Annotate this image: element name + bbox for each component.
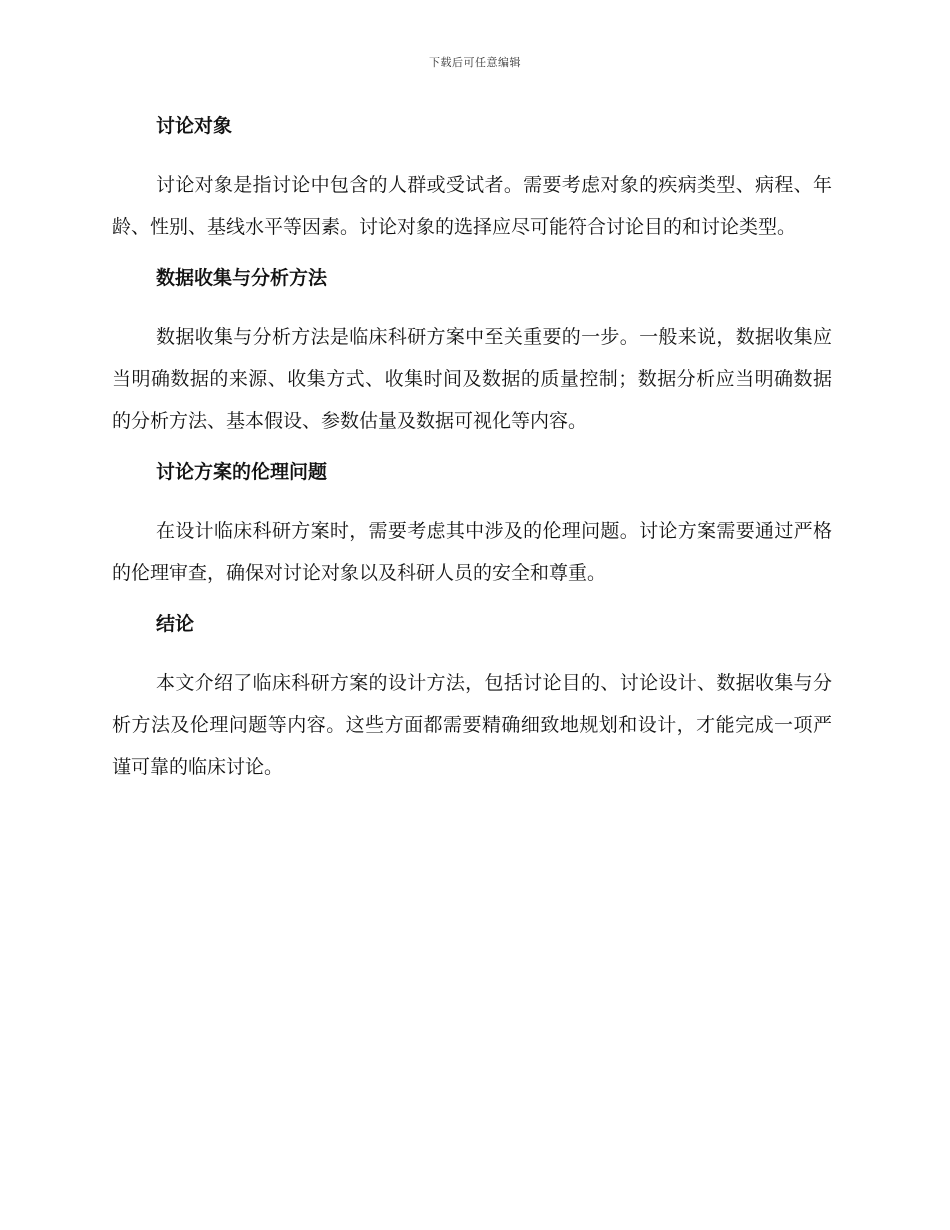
- section-paragraph-data-methods: 数据收集与分析方法是临床科研方案中至关重要的一步。一般来说，数据收集应当明确数据的来源、收集方式、收集时间及数据的质量控制；数据分析应当明确数据的分析方法、基本假设、参数估量及数据可视化等内容。: [112, 326, 832, 432]
- page-header: 下载后可任意编辑: [429, 56, 521, 69]
- section-heading-conclusion: 结论: [156, 613, 195, 635]
- document-body: [112, 108, 832, 800]
- section-paragraph-ethics: 在设计临床科研方案时，需要考虑其中涉及的伦理问题。讨论方案需要通过严格的伦理审查，确保对讨论对象以及科研人员的安全和尊重。: [112, 520, 832, 584]
- section-heading-ethics: 讨论方案的伦理问题: [156, 461, 328, 483]
- section-heading-data-methods: 数据收集与分析方法: [156, 267, 328, 289]
- section-paragraph-conclusion: 本文介绍了临床科研方案的设计方法，包括讨论目的、讨论设计、数据收集与分析方法及伦理问题等内容。这些方面都需要精确细致地规划和设计，才能完成一项严谨可靠的临床讨论。: [112, 672, 832, 778]
- section-heading-subjects: 讨论对象: [156, 115, 233, 137]
- section-paragraph-subjects: 讨论对象是指讨论中包含的人群或受试者。需要考虑对象的疾病类型、病程、年龄、性别、基线水平等因素。讨论对象的选择应尽可能符合讨论目的和讨论类型。: [112, 174, 832, 238]
